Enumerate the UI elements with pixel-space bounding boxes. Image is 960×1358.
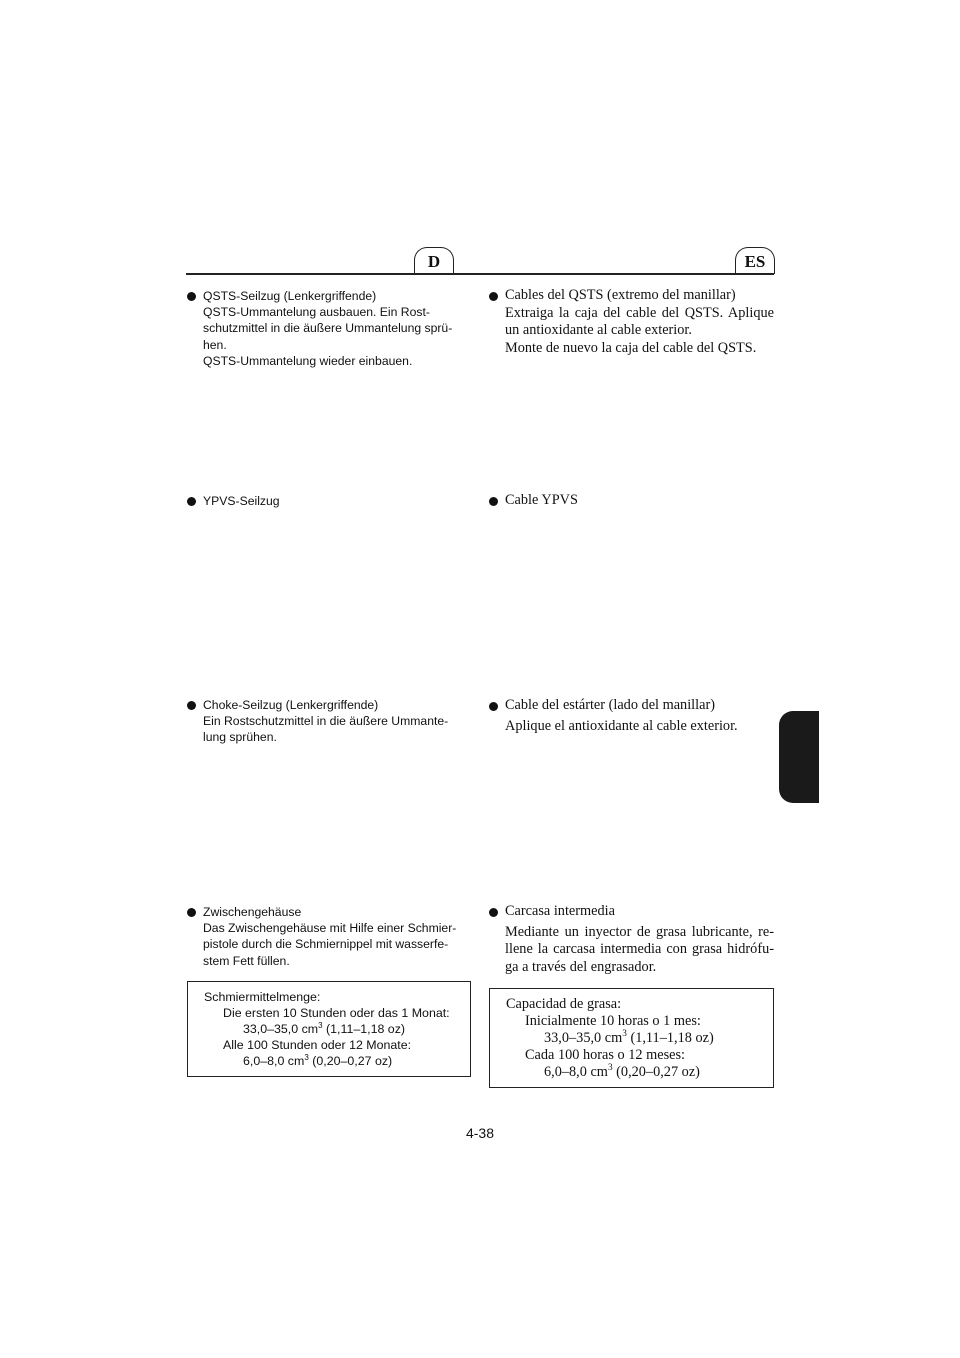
bullet-icon bbox=[187, 908, 196, 917]
language-badge-d: D bbox=[414, 247, 454, 274]
bullet-icon bbox=[489, 497, 498, 506]
bullet-icon bbox=[187, 701, 196, 710]
header-rule bbox=[186, 273, 774, 275]
bullet-icon bbox=[489, 908, 498, 917]
grease-capacity-box-es: Capacidad de grasa: Inicialmente 10 horas o 1 mes: 33,0–35,0 $cm^3$ (1,11–1,18 oz) Cada 100 horas o 12 meses: 6,0–8,0 $cm^3$ (0,20–0,27 oz) bbox=[489, 988, 774, 1088]
bullet-icon bbox=[489, 292, 498, 301]
bullet-icon bbox=[489, 702, 498, 711]
item-title: Cable YPVS bbox=[505, 492, 578, 508]
item-title: Choke-Seilzug (Lenkergriffende) bbox=[203, 698, 379, 712]
bullet-icon bbox=[187, 497, 196, 506]
language-badge-es: ES bbox=[735, 247, 775, 274]
item-title: Cable del estárter (lado del manillar) bbox=[505, 697, 715, 713]
de-item-qsts: QSTS-Seilzug (Lenkergriffende) QSTS-Ummantelung ausbauen. Ein Rost- schutzmittel in die äußere Ummantelung sprü- hen. QSTS-Ummantelung wieder einbauen. bbox=[187, 288, 469, 369]
item-title: QSTS-Seilzug (Lenkergriffende) bbox=[203, 289, 377, 303]
item-title: Cables del QSTS (extremo del manillar) bbox=[505, 287, 736, 303]
chapter-side-tab bbox=[779, 711, 819, 803]
grease-capacity-box-de: Schmiermittelmenge: Die ersten 10 Stunden oder das 1 Monat: 33,0–35,0 $cm^3$ (1,11–1,18 oz) Alle 100 Stunden oder 12 Monate: 6,0–8,0 $cm^3$ (0,20–0,27 oz) bbox=[187, 981, 471, 1077]
spec-heading: Schmiermittelmenge: bbox=[204, 990, 321, 1004]
bullet-icon bbox=[187, 292, 196, 301]
de-item-intermediate-housing: Zwischengehäuse Das Zwischengehäuse mit Hilfe einer Schmier- pistole durch die Schmiernippel mit wasserfe- stem Fett füllen. bbox=[187, 904, 469, 969]
item-title: YPVS-Seilzug bbox=[203, 494, 280, 508]
spec-every-value: 6,0–8,0 $cm^3$ (0,20–0,27 oz) bbox=[243, 1052, 393, 1068]
es-item-intermediate-housing: Carcasa intermedia Mediante un inyector de grasa lubricante, re-llene la carcasa intermedia con grasa hidrófu-ga a través del engrasador. bbox=[489, 903, 774, 976]
es-item-choke: Cable del estárter (lado del manillar) Aplique el antioxidante al cable exterior. bbox=[489, 697, 774, 735]
page-number: 4-38 bbox=[465, 1125, 495, 1141]
de-item-choke: Choke-Seilzug (Lenkergriffende) Ein Rostschutzmittel in die äußere Ummante- lung sprühen. bbox=[187, 697, 469, 746]
es-item-qsts: Cables del QSTS (extremo del manillar) Extraiga la caja del cable del QSTS. Aplique un antioxidante al cable exterior. Monte de nuevo la caja del cable del QSTS. bbox=[489, 287, 774, 357]
spec-initial-value: 33,0–35,0 $cm^3$ (1,11–1,18 oz) bbox=[243, 1020, 406, 1036]
item-title: Carcasa intermedia bbox=[505, 903, 615, 919]
spec-initial-value: 33,0–35,0 $cm^3$ (1,11–1,18 oz) bbox=[544, 1029, 714, 1046]
de-item-ypvs bbox=[187, 493, 469, 509]
item-title: Zwischengehäuse bbox=[203, 905, 302, 919]
es-item-ypvs bbox=[489, 492, 774, 510]
spec-heading: Capacidad de grasa: bbox=[506, 996, 622, 1012]
spec-every-value: 6,0–8,0 $cm^3$ (0,20–0,27 oz) bbox=[544, 1063, 700, 1080]
